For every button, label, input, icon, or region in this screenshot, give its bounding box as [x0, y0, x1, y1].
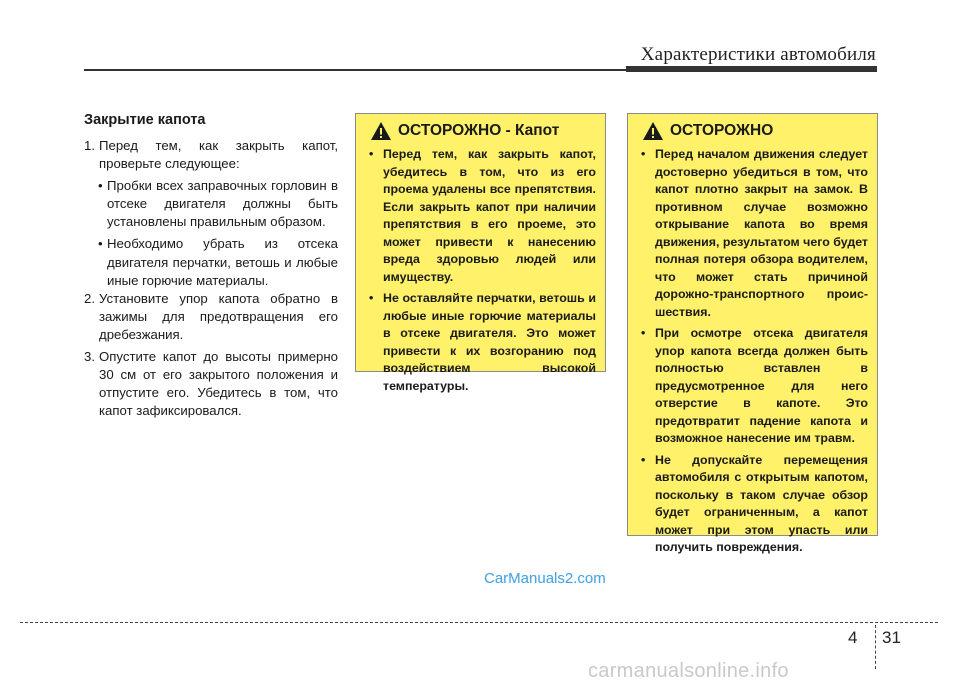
caution-item [638, 146, 868, 321]
substep-2 [84, 235, 338, 289]
caution-item-text: Перед началом движения следует достоверно убедиться в том, что капот плотно закрыт на замок. В противном случае возможно открывание капота во время движения, результатом чего будет полная потеря обзора водителем, что может стать причиной дорожно-транспортного проис-шествия. [655, 147, 868, 319]
step-1 [84, 137, 338, 173]
caution-item-text: Не оставляйте перчатки, ветошь и любые иные горючие материалы в отсеке двигателя. Это может привести к их возгоранию под воздействием высокой температуры. [383, 291, 596, 393]
caution-item-text: Перед тем, как закрыть капот, убедитесь в том, что из его проема удалены все препятствия. Если закрыть капот при наличии препятствия в его проеме, это может привести к нанесению вреда здоровью людей или имуществу. [383, 147, 596, 284]
step-text: Перед тем, как закрыть капот, проверьте следующее: [99, 138, 338, 172]
warning-triangle-icon [370, 121, 392, 141]
section-title: Закрытие капота [84, 112, 206, 128]
bullet: • [641, 452, 646, 467]
step-2 [84, 290, 338, 344]
caution-title-text: ОСТОРОЖНО [670, 122, 774, 139]
warning-triangle-icon [642, 121, 664, 141]
page-number-divider [875, 625, 876, 669]
header-bar [626, 66, 877, 72]
substep-1 [84, 177, 338, 231]
caution-item [638, 325, 868, 448]
bullet: • [641, 147, 646, 161]
header-rule [84, 69, 626, 71]
caution-title [642, 121, 868, 141]
bullet: • [641, 326, 646, 340]
page-header-title: Характеристики автомобиля [640, 44, 876, 65]
caution-title-text: ОСТОРОЖНО - Капот [398, 122, 560, 139]
substep-text: Необходимо убрать из отсека двигателя перчатки, ветошь и любые иные горючие материалы. [107, 236, 338, 288]
chapter-number: 4 [848, 628, 858, 647]
bullet: • [369, 291, 374, 305]
step-number: 3. [84, 349, 95, 365]
carmanuals-link[interactable]: CarManuals2.com [484, 570, 606, 587]
caution-item-text: Не допускайте перемещения автомобиля с открытым капотом, поскольку в таком случае обзор будет ограниченным, а капот может при этом упасть или получить повреждения. [655, 452, 868, 554]
step-3 [84, 348, 338, 420]
step-number: 1. [84, 138, 95, 153]
caution-item [638, 452, 868, 557]
step-text: Опустите капот до высоты примерно 30 см от его закрытого положения и отпустите его. Убедитесь в том, что капот зафиксировался. [99, 349, 338, 419]
bullet: • [98, 236, 103, 252]
step-text: Установите упор капота обратно в зажимы для предотвращения его дребезжания. [99, 290, 338, 342]
hood-closing-section [84, 112, 338, 420]
caution-item-text: При осмотре отсека двигателя упор капота всегда должен быть полностью вставлен в предусмотренное для него отверстие в капоте. Это предотвратит падение капота и возможное нанесение им травм. [655, 326, 868, 445]
caution-box-driving [627, 113, 878, 554]
footer-dashed-rule [20, 622, 938, 623]
bullet: • [369, 147, 374, 161]
caution-item [366, 290, 596, 395]
bullet: • [98, 178, 103, 194]
substep-text: Пробки всех заправочных горловин в отсеке двигателя должны быть установлены правильным образом. [107, 178, 338, 230]
page-number: 31 [882, 628, 901, 647]
caution-box-hood [355, 113, 606, 393]
step-number: 2. [84, 290, 95, 306]
caution-item [366, 146, 596, 286]
footer-watermark: carmanualsonline.info [588, 660, 789, 682]
caution-title [370, 121, 596, 141]
